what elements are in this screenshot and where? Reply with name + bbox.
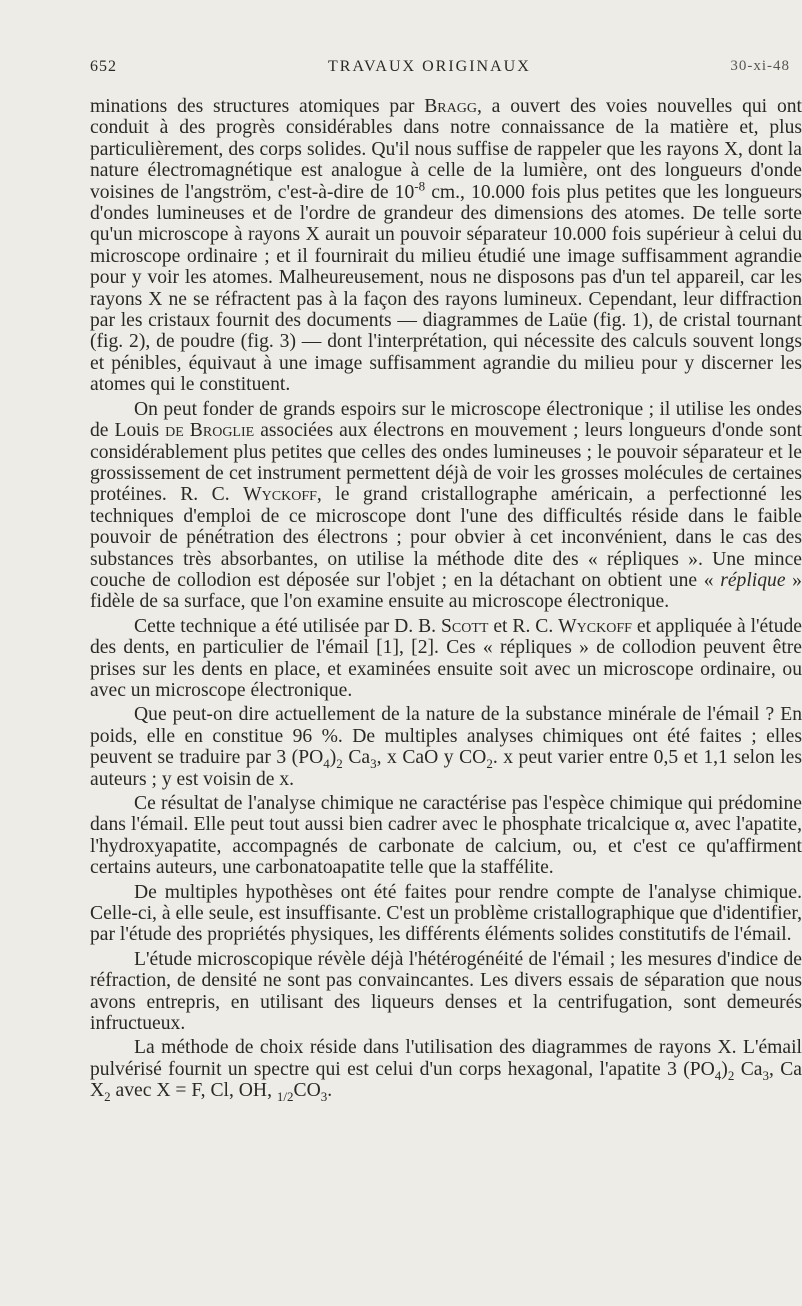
- text-run: ): [329, 747, 337, 769]
- page-number: 652: [90, 58, 117, 75]
- text-run: , Ca X: [90, 1058, 802, 1102]
- text-run: On peut fonder de grands espoirs sur le microscope électronique ; il utilise les ondes de Louis: [90, 398, 802, 442]
- subscript: 2: [336, 756, 343, 772]
- subscript: 3: [370, 756, 377, 772]
- text-run: et R. C.: [488, 615, 559, 637]
- subscript: 2: [486, 756, 493, 772]
- paragraph: [90, 1037, 802, 1105]
- superscript: -8: [414, 178, 426, 194]
- paragraph: [90, 96, 802, 396]
- text-run: , a ouvert des voies nouvelles qui ont conduit à des progrès considérables dans notre connaissance de la matière et, plus particulièrement, des corps solides. Qu'il nous suffise de rappeler que les rayons X, dont la nature électromagnétique est analogue à celle de la lumière, ont des longueurs d'onde voisines de l'angström, c'est-à-dire de 10: [90, 96, 802, 203]
- text-run: Ca: [342, 747, 371, 769]
- text-run: Ca: [734, 1058, 763, 1080]
- reference-code: 30-xi-48: [730, 58, 790, 74]
- text-run: La méthode de choix réside dans l'utilisation des diagrammes de rayons X. L'émail pulvérisé fournit un spectre qui est celui d'un corps hexagonal, l'apatite 3 (PO: [90, 1037, 802, 1080]
- text-run: minations des structures atomiques par: [90, 96, 425, 117]
- subscript: 2: [727, 1067, 735, 1083]
- author-name: de Broglie: [165, 420, 255, 442]
- text-run: L'étude microscopique révèle déjà l'hétérogénéité de l'émail ; les mesures d'indice de réfraction, de densité ne sont pas convaincantes. Les divers essais de séparation que nous avons entrepris, en utilisant des liqueurs denses et la centrifugation, sont demeurés infructueux.: [90, 948, 802, 1035]
- text-run: associées aux électrons en mouvement ; leurs longueurs d'onde sont considérablement plus petites que celles des ondes lumineuses ; le pouvoir séparateur et le grossissement de cet instrument permettent déjà de voir les grosses molécules de certaines protéines. R. C.: [90, 420, 802, 506]
- author-name: Scott: [440, 615, 489, 637]
- subscript: 1/2: [276, 1089, 294, 1105]
- text-run: . x peut varier entre 0,5 et 1,1 selon les auteurs ; y est voisin de x.: [90, 747, 802, 790]
- text-run: .: [327, 1080, 333, 1102]
- subscript: 3: [762, 1067, 769, 1083]
- author-name: Bragg: [424, 96, 477, 117]
- page-header: [90, 58, 800, 82]
- text-run: et appliquée à l'étude des dents, en particulier de l'émail [1], [2]. Ces « répliques » de collodion peuvent être prises sur les dents en place, et examinées ensuite soit avec un microscope ordinaire, ou avec un microscope électronique.: [90, 615, 802, 701]
- subscript: 3: [320, 1089, 328, 1105]
- author-name: Wyckoff: [558, 615, 632, 637]
- text-run: Que peut-on dire actuellement de la nature de la substance minérale de l'émail ? En poids, elle en constitue 96 %. De multiples analyses chimiques ont été faites ; elles peuvent se traduire par 3 (PO: [90, 704, 802, 769]
- subscript: 4: [714, 1067, 722, 1083]
- paragraph: [90, 793, 802, 879]
- paragraph: [90, 949, 802, 1035]
- text-run: ): [721, 1058, 728, 1080]
- text-run: De multiples hypothèses ont été faites pour rendre compte de l'analyse chimique. Celle-ci, à elle seule, est insuffisante. C'est un problème cristallographique que d'identifier, par l'étude des propriétés physiques, les différents éléments solides constitutifs de l'émail.: [90, 881, 802, 946]
- text-run: Cette technique a été utilisée par D. B.: [134, 615, 441, 637]
- text-run: , le grand cristallographe américain, a perfectionné les techniques d'emploi de ce microscope dont l'une des difficultés réside dans le faible pouvoir de pénétration des électrons ; pour obvier à cet inconvénient, dans le cas des substances très absorbantes, on utilise la méthode dite des « répliques ». Une mince couche de collodion est déposée sur l'objet ; en la détachant on obtient une «: [90, 484, 802, 591]
- subscript: 4: [323, 756, 330, 772]
- text-run: » fidèle de sa surface, que l'on examine ensuite au microscope électronique.: [90, 569, 802, 613]
- paragraph: [90, 399, 802, 613]
- subscript: 2: [104, 1089, 111, 1105]
- text-run: CO: [293, 1080, 321, 1102]
- text-run: , x CaO y CO: [376, 747, 487, 769]
- text-run: Ce résultat de l'analyse chimique ne caractérise pas l'espèce chimique qui prédomine dans l'émail. Elle peut tout aussi bien cadrer avec le phosphate tricalcique α, avec l'apatite, l'hydroxyapatite, accompagnés de carbonate de calcium, ou, et c'est ce qu'affirment certains auteurs, une carbonatoapatite telle que la staffélite.: [90, 793, 802, 879]
- text-run: cm., 10.000 fois plus petites que les longueurs d'ondes lumineuses et de l'ordre de grandeur des dimensions des atomes. De telle sorte qu'un microscope à rayons X aurait un pouvoir séparateur 10.000 fois supérieur à celui du microscope ordinaire ; et il fournirait du milieu étudié une image suffisamment agrandie pour y voir les atomes. Malheureusement, nous ne disposons pas d'un tel appareil, car les rayons X ne se réfractent pas à la façon des rayons lumineux. Cependant, leur diffraction par les cristaux fournit des documents — diagrammes de Laüe (fig. 1), de cristal tournant (fig. 2), de poudre (fig. 3) — dont l'interprétation, qui nécessite des calculs souvent longs et pénibles, équivaut à une image suffisamment agrandie du milieu pour y discerner les atomes qui le constituent.: [90, 181, 802, 396]
- article-body: [90, 96, 802, 1105]
- italic-term: réplique: [720, 569, 786, 591]
- paragraph: [90, 704, 802, 790]
- text-run: avec X = F, Cl, OH,: [110, 1080, 277, 1102]
- paragraph: [90, 882, 802, 946]
- running-title: TRAVAUX ORIGINAUX: [328, 58, 531, 75]
- author-name: Wyckoff: [243, 484, 317, 506]
- paragraph: [90, 616, 802, 702]
